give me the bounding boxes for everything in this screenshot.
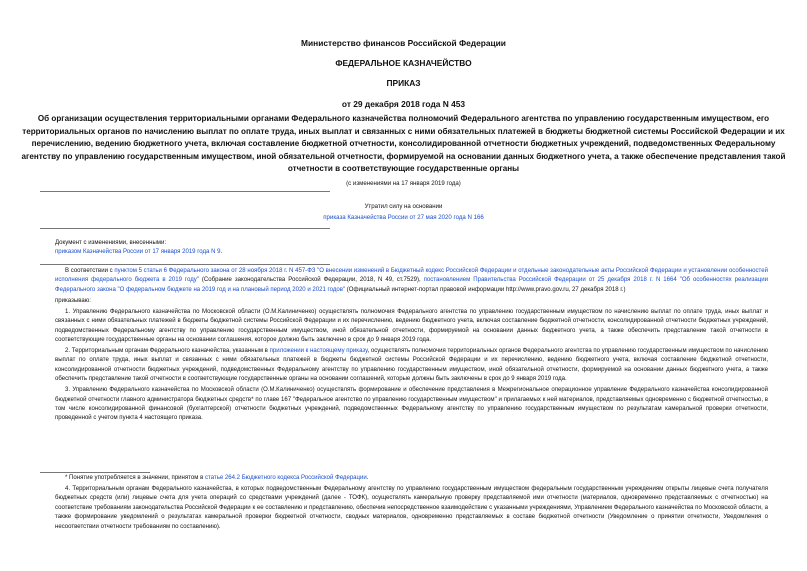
item-3: 3. Управлению Федерального казначейства по Московской области (О.М.Калиниченко) осуществлять формирование и обеспечение представления в Межрегиональное операционное управление Федерального казначейства консолидированной бюджетной отчетности главного администратора бюджетных средств* по главе 167 "Федеральное агентство по управлению государственным имуществом" и прилагаемых к ней материалов, представляемых одновременно с бюджетной отчетностью, в том числе консолидированной финансовой (бухгалтерской) отчетности бюджетных учреждений, подведомственных Федеральному агентству по управлению государственным имуществом по результатам камеральной проверки отчетности, проведенной с учетом пункта 4 настоящего приказа.	[55, 387, 768, 422]
federal-law-link[interactable]: пунктом 5 статьи 6 Федерального закона от 28 ноября 2018 г. N 457-ФЗ "О внесении изменений в Бюджетный кодекс Российской Федерации и отдельные законодательные акты Российской Федерации и установлении особенностей исполнения федерального бюджета в 2019 году"	[55, 268, 768, 284]
document-body-continued	[55, 474, 768, 534]
footnote-divider	[40, 472, 150, 473]
item-2: 2. Территориальным органам Федерального казначейства, указанным в приложении к настоящему приказу, осуществлять полномочия территориальных органов Федерального агентства по управлению государственным имуществом по начислению выплат по оплате труда, иных выплат и связанных с ними обязательных платежей в бюджеты бюджетной системы Российской Федерации и их перечислению, ведению бюджетного учета, включая составление бюджетной отчетности, консолидированной отчетности бюджетных учреждений, подведомственных Федеральному агентству по управлению государственным имуществом, иной обязательной отчетности, формируемой на основании данных бюджетного учета, а также обеспечить представление такой отчетности в соответствующие государственные органы на основании соглашений, которые должны быть заключены в срок до 9 января 2019 года.	[55, 348, 769, 383]
agency-heading: ФЕДЕРАЛЬНОЕ КАЗНАЧЕЙСТВО	[335, 58, 472, 68]
government-resolution-link[interactable]: постановлением Правительства Российской Федерации от 25 декабря 2018 г. N 1664 "Об особенностях реализации Федерального закона "О федеральном бюджете на 2019 год и на плановый период 2020 и 2021 годов"	[55, 277, 768, 293]
divider-rule	[40, 228, 330, 229]
divider-rule	[40, 264, 330, 265]
changes-label: Документ с изменениями, внесенными:	[55, 240, 167, 246]
changes-link[interactable]: приказом Казначейства России от 17 января 2019 года N 9	[55, 249, 221, 256]
order-word: приказываю:	[55, 297, 91, 304]
footnote: * Понятие употребляется в значении, принятом в статье 264.2 Бюджетного кодекса Российской Федерации.	[65, 475, 369, 481]
document-title: Об организации осуществления территориальными органами Федерального казначейства полномочий Федерального агентства по управлению государственным имуществом, его территориальных органов по начислению выплат по оплате труда, иных выплат и связанных с ними обязательных платежей в бюджеты бюджетной системы Российской Федерации и их перечислению, ведению бюджетного учета, включая составление бюджетной отчетности, консолидированной отчетности бюджетных учреждений, подведомственных Федеральному агентству по управлению государственным имуществом, иной обязательной отчетности, формируемой на основании данных бюджетного учета, а также обеспечение представления такой отчетности в соответствующие государственные органы	[21, 114, 786, 174]
status-label: Утратил силу на основании	[364, 203, 443, 210]
amendments-note: (с изменениями на 17 января 2019 года)	[346, 180, 461, 187]
repeal-link[interactable]: приказа Казначейства России от 27 мая 2020 года N 166	[323, 214, 484, 221]
changes-tail: .	[220, 249, 223, 256]
document-body	[55, 267, 768, 425]
appendix-link[interactable]: приложении к настоящему приказу	[269, 348, 368, 355]
doc-type-heading: ПРИКАЗ	[386, 78, 421, 88]
budget-code-link[interactable]: статье 264.2 Бюджетного кодекса Российской Федерации	[204, 475, 367, 481]
date-number-heading: от 29 декабря 2018 года N 453	[341, 99, 466, 109]
changes-note	[55, 239, 355, 258]
divider-rule	[40, 191, 330, 192]
item-4: 4. Территориальным органам Федерального казначейства, в которых подведомственным Федеральному агентству по управлению государственным имуществом федеральным государственным учреждениям открыты лицевые счета получателя бюджетных средств (или) лицевые счета для учета операций со средствами учреждений (далее - ТОФК), осуществлять камеральную проверку представляемой ими отчетности (материалов, одновременно представляемых с отчетностью) на соответствие требованиям законодательства Российской Федерации к ее составлению и представлению, обеспечив непосредственное взаимодействие с указанными учреждениями, Управлением Федерального казначейства по Московской области, а также формирование уведомлений о результатах камеральной проверки бюджетной отчетности, сводных материалов, одновременно представляемых в составе бюджетной отчетности (Уведомление о принятии отчетности, Уведомления о несоответствии отчетности требованиям по составлению).	[55, 486, 768, 530]
ministry-heading: Министерство финансов Российской Федерации	[301, 38, 506, 48]
item-1: 1. Управлению Федерального казначейства по Московской области (О.М.Калиниченко) осуществлять полномочия Федерального агентства по управлению государственным имуществом по начислению выплат по оплате труда, иных выплат и связанных с ними обязательных платежей в бюджеты бюджетной системы Российской Федерации и их перечислению, ведению бюджетного учета, включая составление бюджетной отчетности, консолидированной отчетности бюджетных учреждений, подведомственных Федеральному агентству по управлению государственным имуществом, иной обязательной отчетности, формируемой на основании данных бюджетного учета, а также обеспечить представление такой отчетности в соответствующие государственные органы на основании соглашения, которое должно быть заключено в срок до 9 января 2019 года.	[55, 308, 768, 344]
preamble-paragraph: В соответствии с пунктом 5 статьи 6 Федерального закона от 28 ноября 2018 г. N 457-ФЗ "О внесении изменений в Бюджетный кодекс Российской Федерации и отдельные законодательные акты Российской Федерации и установлении особенностей исполнения федерального бюджета в 2019 году" (Собрание законодательства Российской Федерации, 2018, N 49, ст.7529), постановлением Правительства Российской Федерации от 25 декабря 2018 г. N 1664 "Об особенностях реализации Федерального закона "О федеральном бюджете на 2019 год и на плановый период 2020 и 2021 годов" (Официальный интернет-портал правовой информации http://www.pravo.gov.ru, 27 декабря 2018 г.)	[55, 268, 768, 293]
